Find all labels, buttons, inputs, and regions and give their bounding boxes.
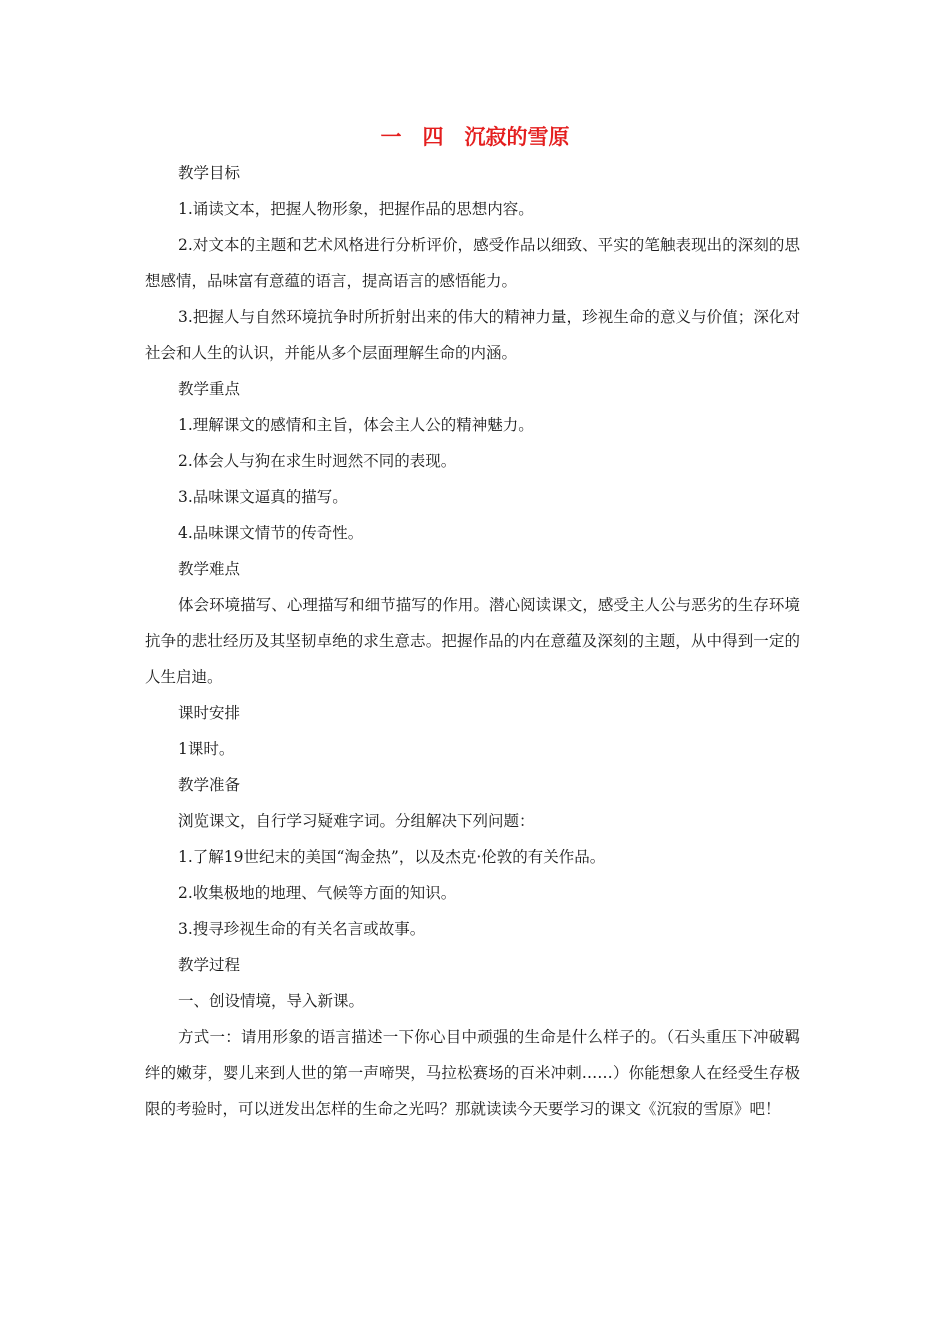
section-heading-difficulties: 教学难点 — [178, 560, 241, 578]
preparation-item-3: 3.搜寻珍视生命的有关名言或故事。 — [178, 920, 426, 938]
preparation-item-2: 2.收集极地的地理、气候等方面的知识。 — [178, 884, 457, 902]
objective-item-3: 3.把握人与自然环境抗争时所折射出来的伟大的精神力量，珍视生命的意义与价值；深化对社会和人生的认识，并能从多个层面理解生命的内涵。 — [145, 308, 800, 362]
section-heading-key-points: 教学重点 — [178, 380, 241, 398]
schedule-text: 1课时。 — [178, 740, 235, 758]
document-title: 一 四 沉寂的雪原 — [380, 125, 570, 149]
process-method-1: 方式一：请用形象的语言描述一下你心目中顽强的生命是什么样子的。（石头重压下冲破羁绊的嫩芽，婴儿来到人世的第一声啼哭，马拉松赛场的百米冲刺……）你能想象人在经受生存极限的考验时，可以迸发出怎样的生命之光吗？那就读读今天要学习的课文《沉寂的雪原》吧！ — [145, 1028, 800, 1118]
document-body — [145, 155, 800, 1127]
section-heading-objectives: 教学目标 — [178, 164, 241, 182]
key-point-item-2: 2.体会人与狗在求生时迥然不同的表现。 — [178, 452, 457, 470]
objective-item-1: 1.诵读文本，把握人物形象，把握作品的思想内容。 — [178, 200, 534, 218]
key-point-item-4: 4.品味课文情节的传奇性。 — [178, 524, 364, 542]
difficulties-text: 体会环境描写、心理描写和细节描写的作用。潜心阅读课文，感受主人公与恶劣的生存环境抗争的悲壮经历及其坚韧卓绝的求生意志。把握作品的内在意蕴及深刻的主题，从中得到一定的人生启迪。 — [145, 596, 800, 686]
section-heading-preparation: 教学准备 — [178, 776, 241, 794]
key-point-item-1: 1.理解课文的感情和主旨，体会主人公的精神魅力。 — [178, 416, 534, 434]
objective-item-2: 2.对文本的主题和艺术风格进行分析评价，感受作品以细致、平实的笔触表现出的深刻的思想感情，品味富有意蕴的语言，提高语言的感悟能力。 — [145, 236, 800, 290]
section-heading-process: 教学过程 — [178, 956, 241, 974]
section-heading-schedule: 课时安排 — [178, 704, 241, 722]
preparation-intro: 浏览课文，自行学习疑难字词。分组解决下列问题： — [178, 812, 535, 830]
key-point-item-3: 3.品味课文逼真的描写。 — [178, 488, 348, 506]
process-step-1: 一、创设情境，导入新课。 — [178, 992, 365, 1010]
preparation-item-1: 1.了解19世纪末的美国“淘金热”，以及杰克·伦敦的有关作品。 — [178, 848, 606, 866]
